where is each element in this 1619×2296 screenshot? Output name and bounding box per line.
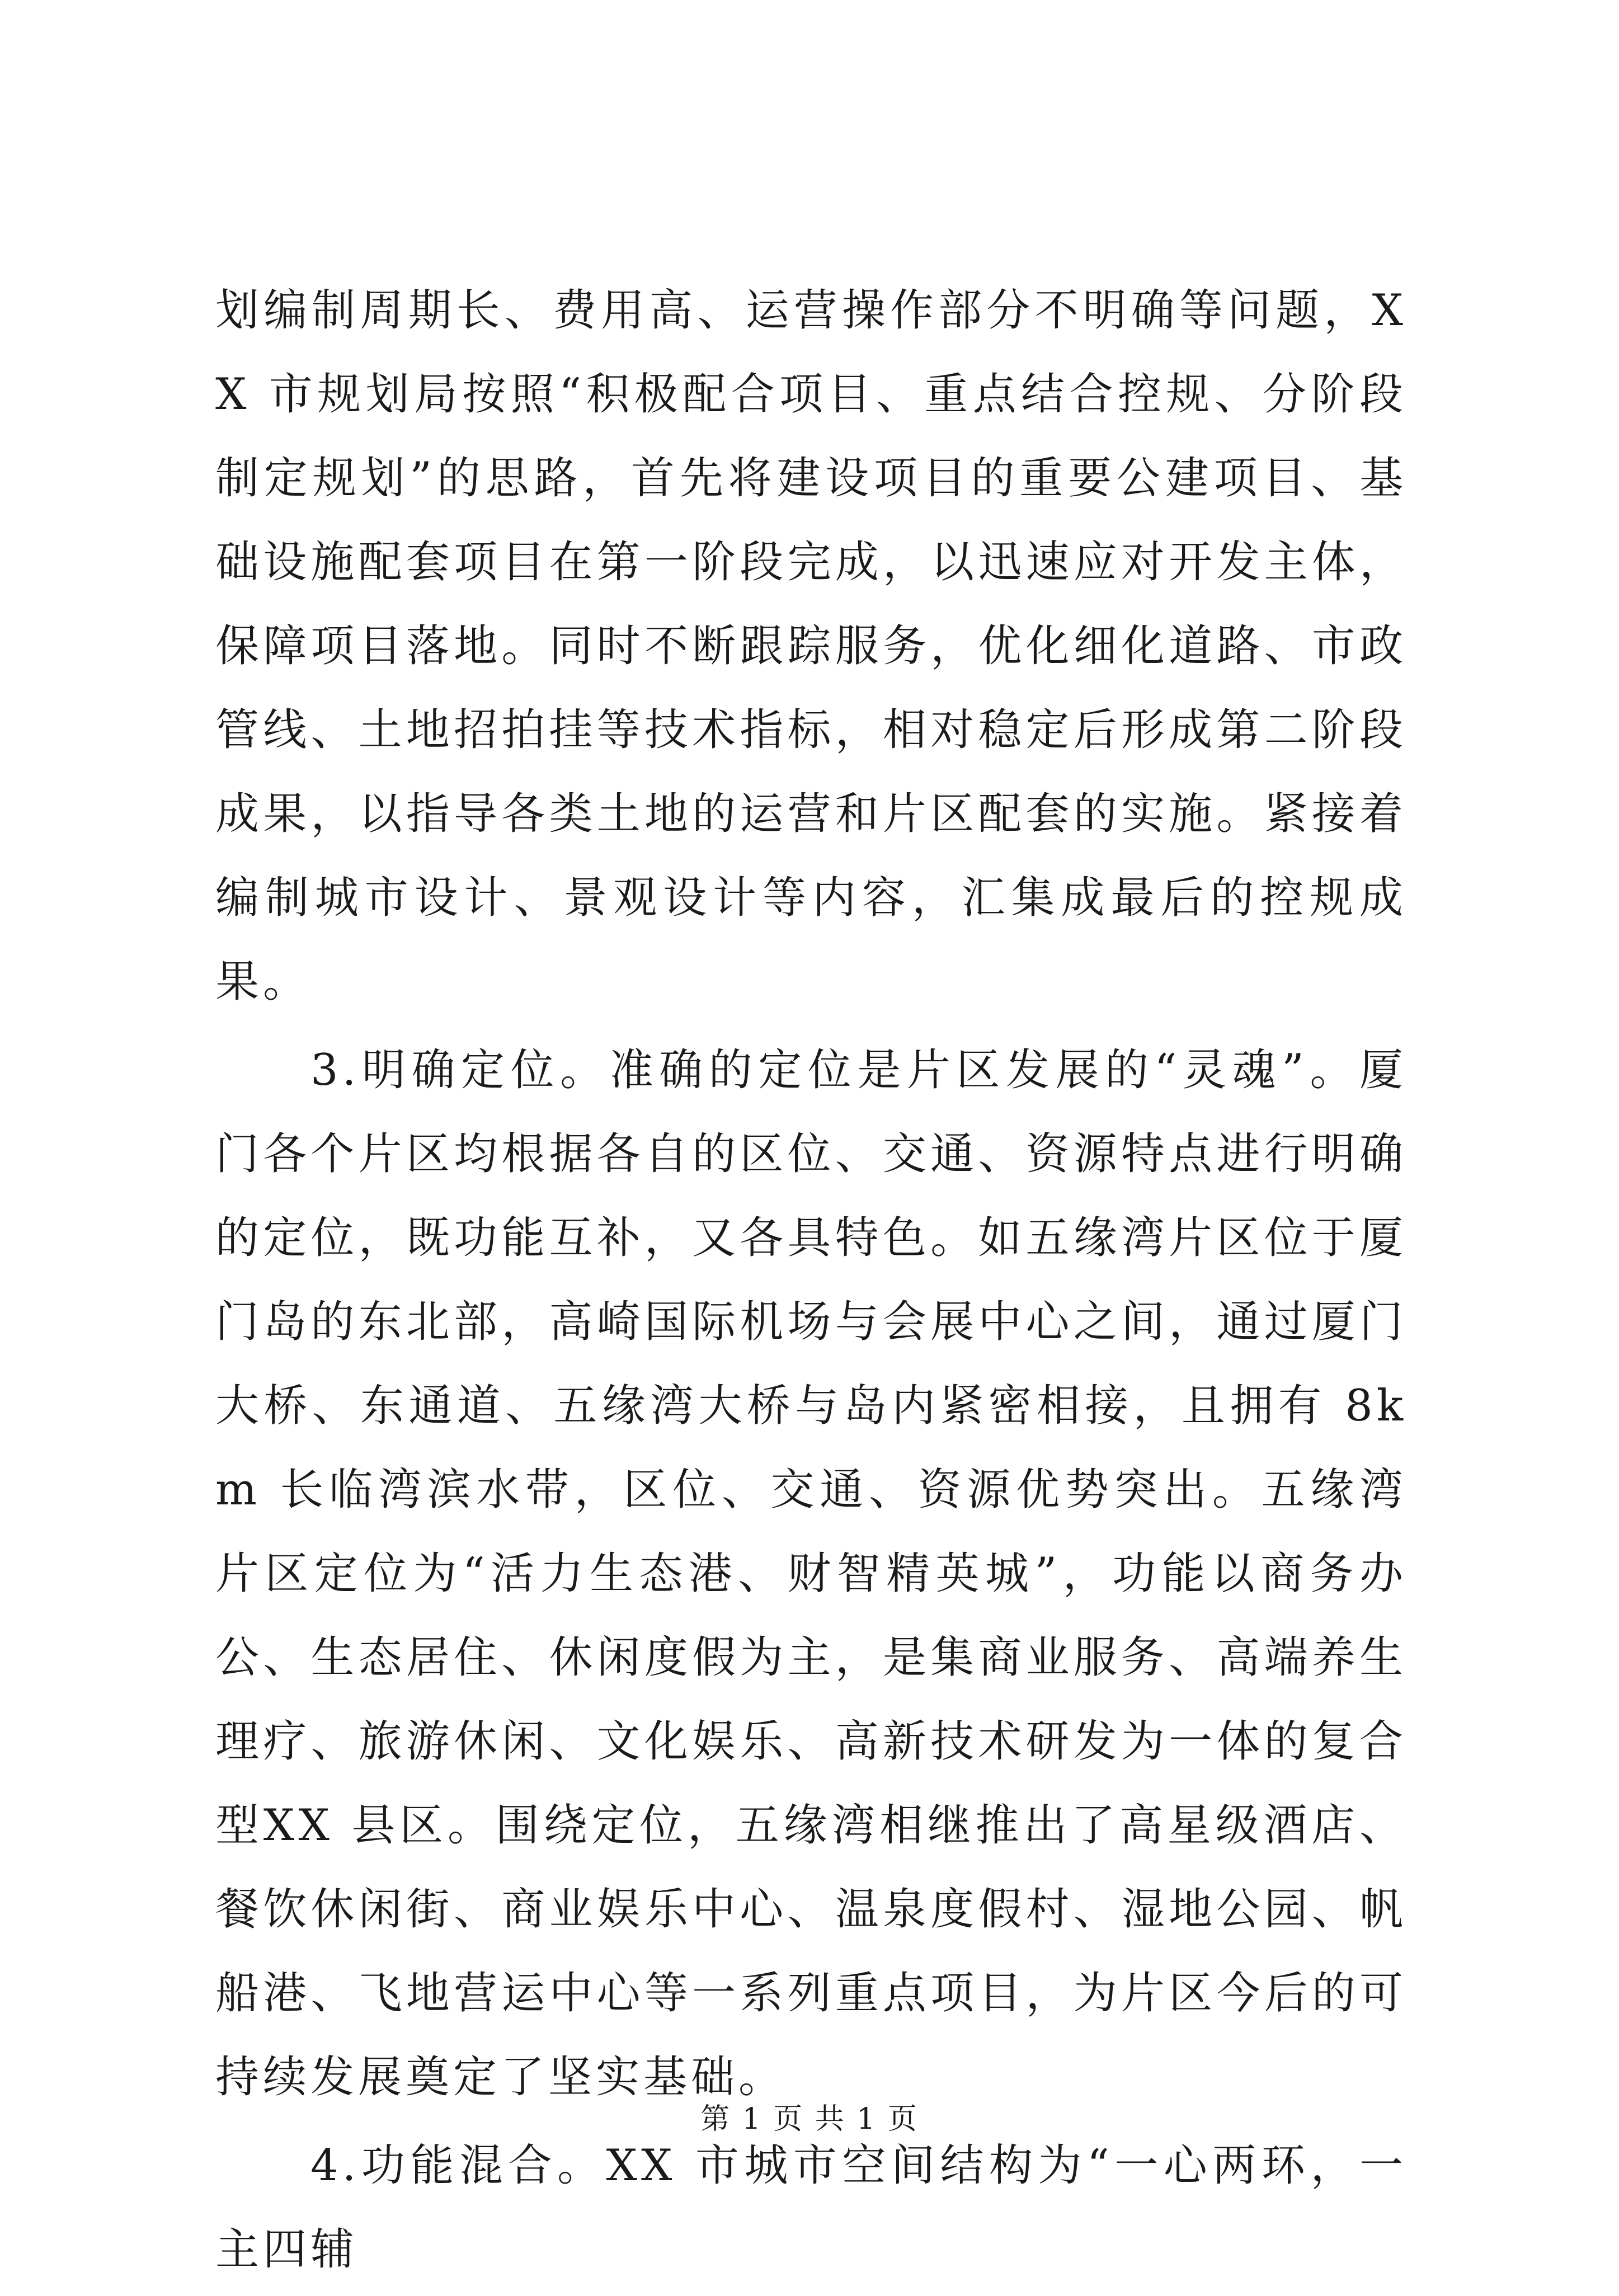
paragraph-1: 划编制周期长、费用高、运营操作部分不明确等问题，XX 市规划局按照“积极配合项目、重点结合控规、分阶段制定规划”的思路，首先将建设项目的重要公建项目、基础设施配套项目在第一阶段完成，以迅速应对开发主体，保障项目落地。同时不断跟踪服务，优化细化道路、市政管线、土地招拍挂等技术指标，相对稳定后形成第二阶段成果，以指导各类土地的运营和片区配套的实施。紧接着编制城市设计、景观设计等内容，汇集成最后的控规成果。 [215,285,1407,1007]
page-footer: 第 1 页 共 1 页 [700,2102,919,2136]
paragraph-3: 4.功能混合。XX 市城市空间结构为“一心两环，一主四辅 [215,2140,1407,2275]
document-body [215,269,1407,2296]
paragraph-2: 3.明确定位。准确的定位是片区发展的“灵魂”。厦门各个片区均根据各自的区位、交通、资源特点进行明确的定位，既功能互补，又各具特色。如五缘湾片区位于厦门岛的东北部，高崎国际机场与会展中心之间，通过厦门大桥、东通道、五缘湾大桥与岛内紧密相接，且拥有 8km 长临湾滨水带，区位、交通、资源优势突出。五缘湾片区定位为“活力生态港、财智精英城”，功能以商务办公、生态居住、休闲度假为主，是集商业服务、高端养生理疗、旅游休闲、文化娱乐、高新技术研发为一体的复合型XX 县区。围绕定位，五缘湾相继推出了高星级酒店、餐饮休闲街、商业娱乐中心、温泉度假村、湿地公园、帆船港、飞地营运中心等一系列重点项目，为片区今后的可持续发展奠定了坚实基础。 [215,1045,1407,2102]
